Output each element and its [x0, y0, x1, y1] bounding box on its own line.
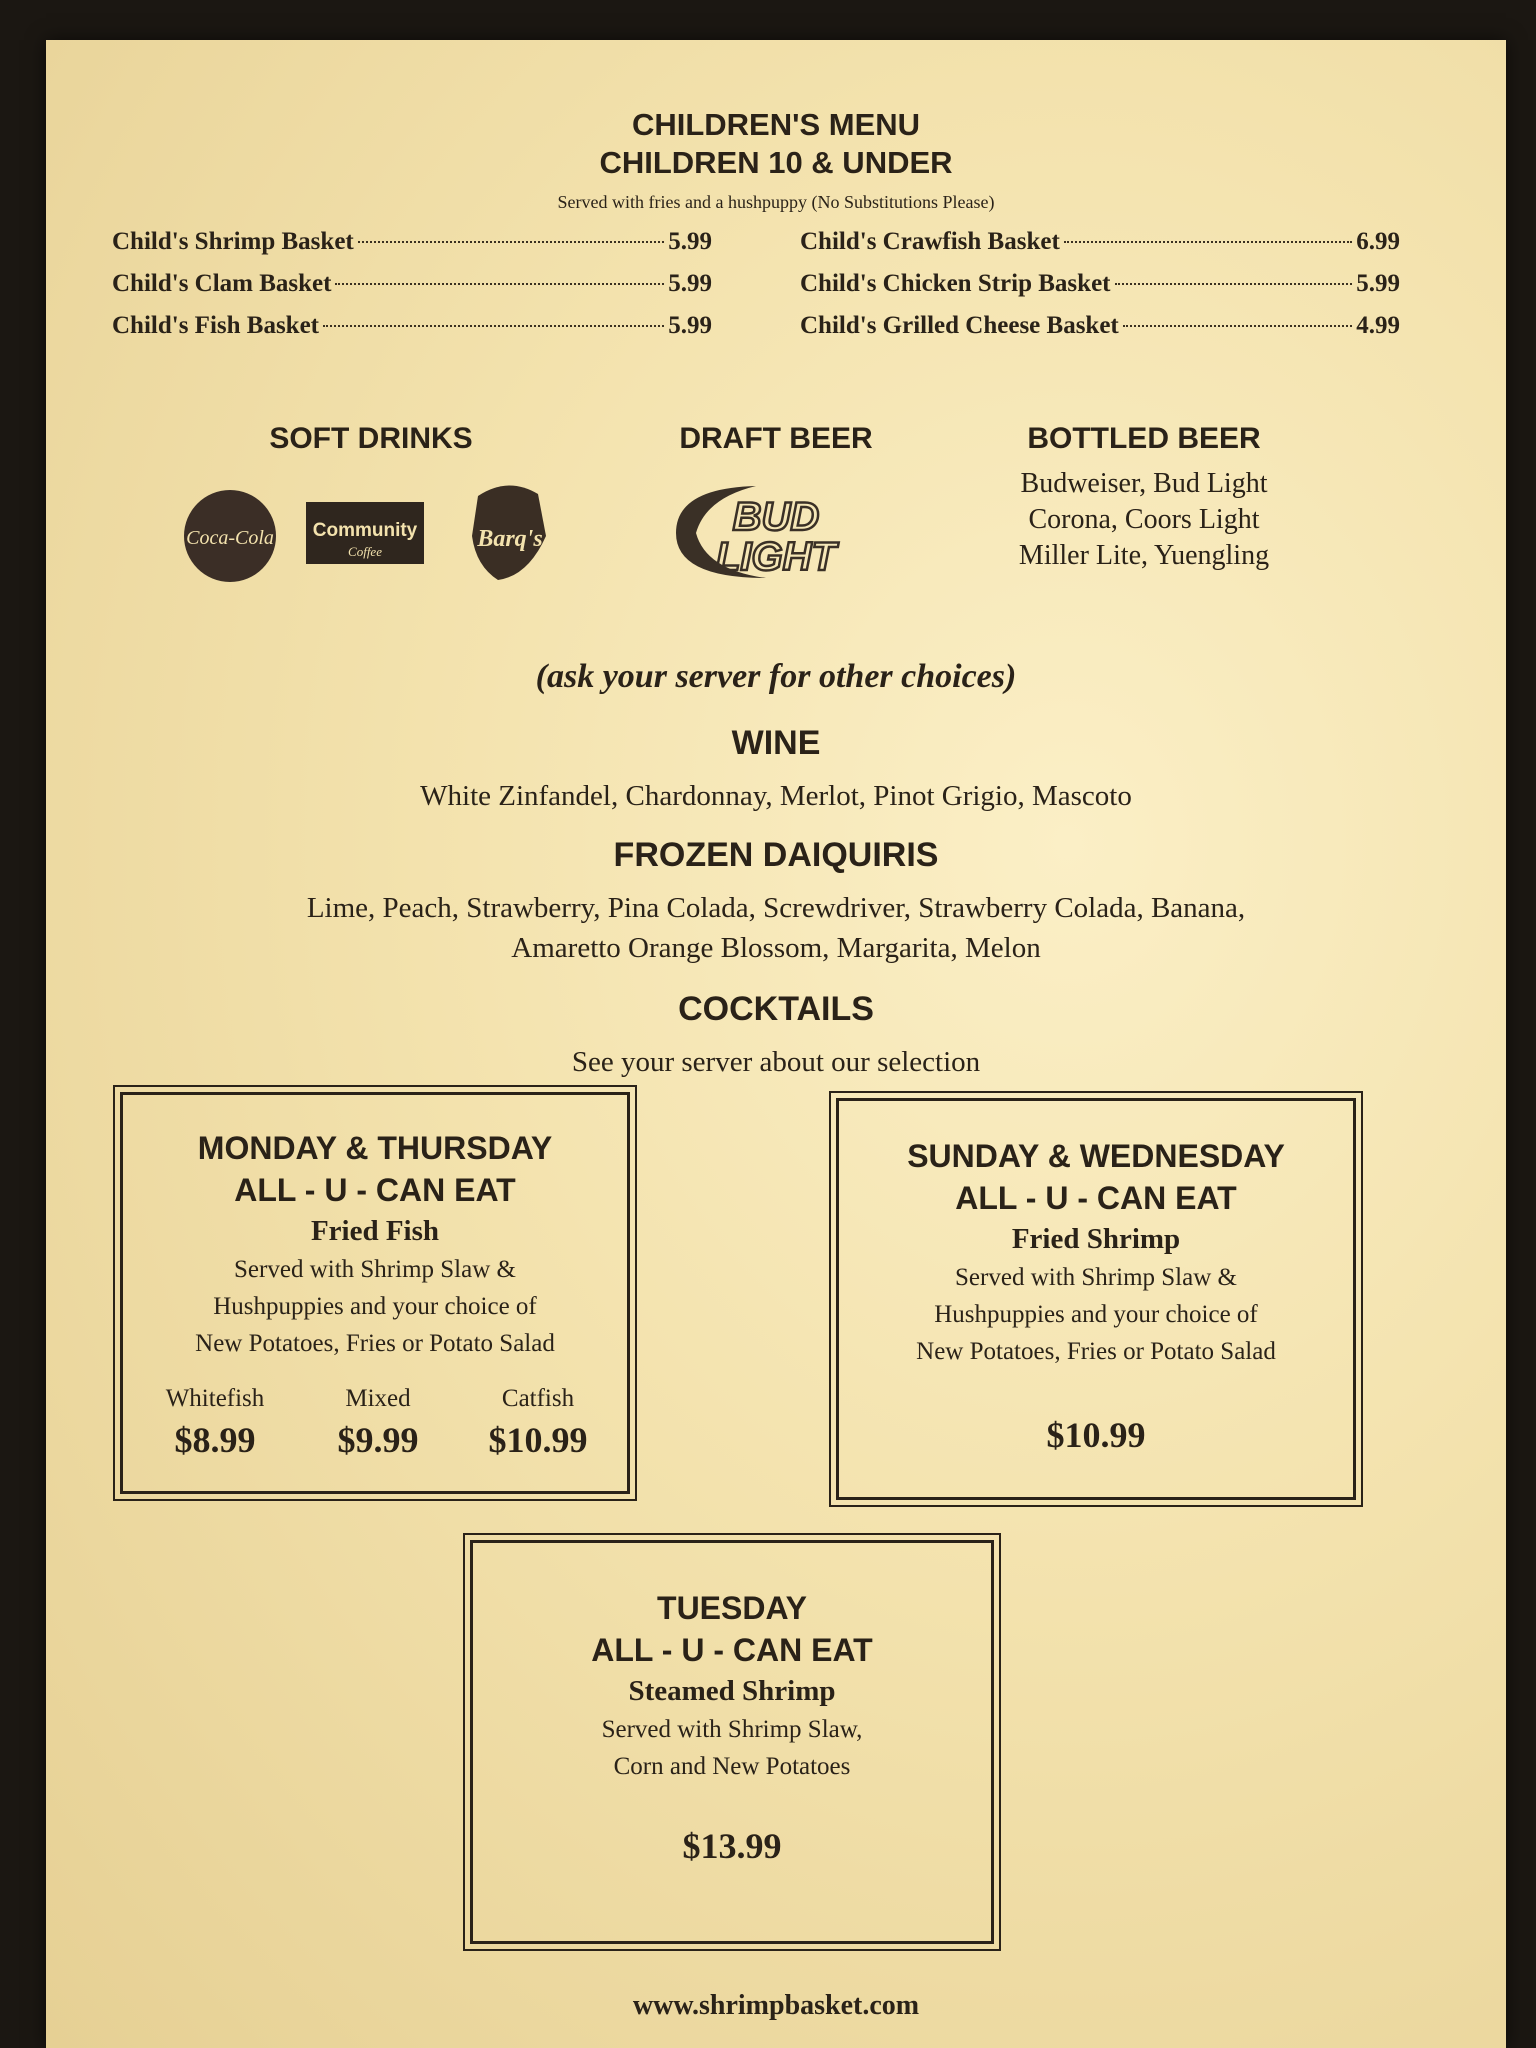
wine-list: White Zinfandel, Chardonnay, Merlot, Pinot Grigio, Mascoto: [420, 780, 1132, 812]
wine-title: WINE: [731, 724, 821, 762]
bottled-beer-list: Budweiser, Bud Light Corona, Coors Light Miller Lite, Yuengling: [1018, 468, 1270, 571]
list-item: Child's Shrimp Basket 5.99: [112, 228, 712, 255]
daiquiris-title: FROZEN DAIQUIRIS: [613, 836, 939, 874]
kids-menu-note: Served with fries and a hushpuppy (No Substitutions Please): [557, 192, 995, 212]
whitefish-option: Whitefish $8.99: [165, 1385, 265, 1460]
list-item: Child's Chicken Strip Basket 5.99: [800, 270, 1400, 297]
community-coffee-logo: [304, 488, 426, 574]
sunday-wednesday-price: $10.99: [1046, 1415, 1146, 1455]
cocktails-text: See your server about our selection: [571, 1046, 981, 1078]
catfish-option: Catfish $10.99: [488, 1385, 588, 1460]
list-item: Child's Clam Basket 5.99: [112, 270, 712, 297]
svg-text:Community: Community: [312, 520, 418, 541]
website-link[interactable]: www.shrimpbasket.com: [632, 1990, 920, 2021]
list-item: Child's Crawfish Basket 6.99: [800, 228, 1400, 255]
bottled-beer-title: BOTTLED BEER: [1027, 422, 1261, 455]
list-item: Child's Grilled Cheese Basket 4.99: [800, 312, 1400, 339]
bud-light-logo: [636, 478, 866, 588]
list-item: Child's Fish Basket 5.99: [112, 312, 712, 339]
kids-menu-right-column: [800, 228, 1400, 354]
svg-text:BUD: BUD: [732, 495, 820, 539]
coca-cola-logo: [180, 488, 280, 584]
svg-text:Barq's: Barq's: [477, 526, 543, 552]
sunday-wednesday-special: SUNDAY & WEDNESDAY ALL - U - CAN EAT Fried Shrimp Served with Shrimp Slaw & Hushpuppies and your choice of New Potatoes, Fries or Potato Salad $10.99: [836, 1098, 1356, 1500]
tuesday-special: TUESDAY ALL - U - CAN EAT Steamed Shrimp Served with Shrimp Slaw, Corn and New Potatoes $13.99: [470, 1540, 994, 1944]
ask-server-note: (ask your server for other choices): [535, 658, 1017, 695]
svg-text:Coffee: Coffee: [348, 544, 382, 559]
kids-menu-title: CHILDREN'S MENU CHILDREN 10 & UNDER: [599, 107, 953, 180]
menu-page: [46, 40, 1506, 2048]
cocktails-title: COCKTAILS: [678, 990, 874, 1028]
kids-menu-left-column: [112, 228, 712, 354]
svg-text:LIGHT: LIGHT: [716, 535, 836, 579]
soft-drinks-title: SOFT DRINKS: [269, 422, 473, 455]
svg-text:Coca-Cola: Coca-Cola: [186, 527, 274, 549]
monday-thursday-special: MONDAY & THURSDAY ALL - U - CAN EAT Fried Fish Served with Shrimp Slaw & Hushpuppies and your choice of New Potatoes, Fries or Potato Salad Whitefish $8.99 Mixed $9.99 Catfish $10.99: [120, 1092, 630, 1494]
tuesday-price: $13.99: [682, 1826, 782, 1866]
daiquiris-list: Lime, Peach, Strawberry, Pina Colada, Screwdriver, Strawberry Colada, Banana, Amaretto Orange Blossom, Margarita, Melon: [306, 892, 1246, 964]
mixed-option: Mixed $9.99: [337, 1385, 419, 1460]
draft-beer-title: DRAFT BEER: [679, 422, 873, 455]
barqs-logo: [458, 476, 558, 588]
